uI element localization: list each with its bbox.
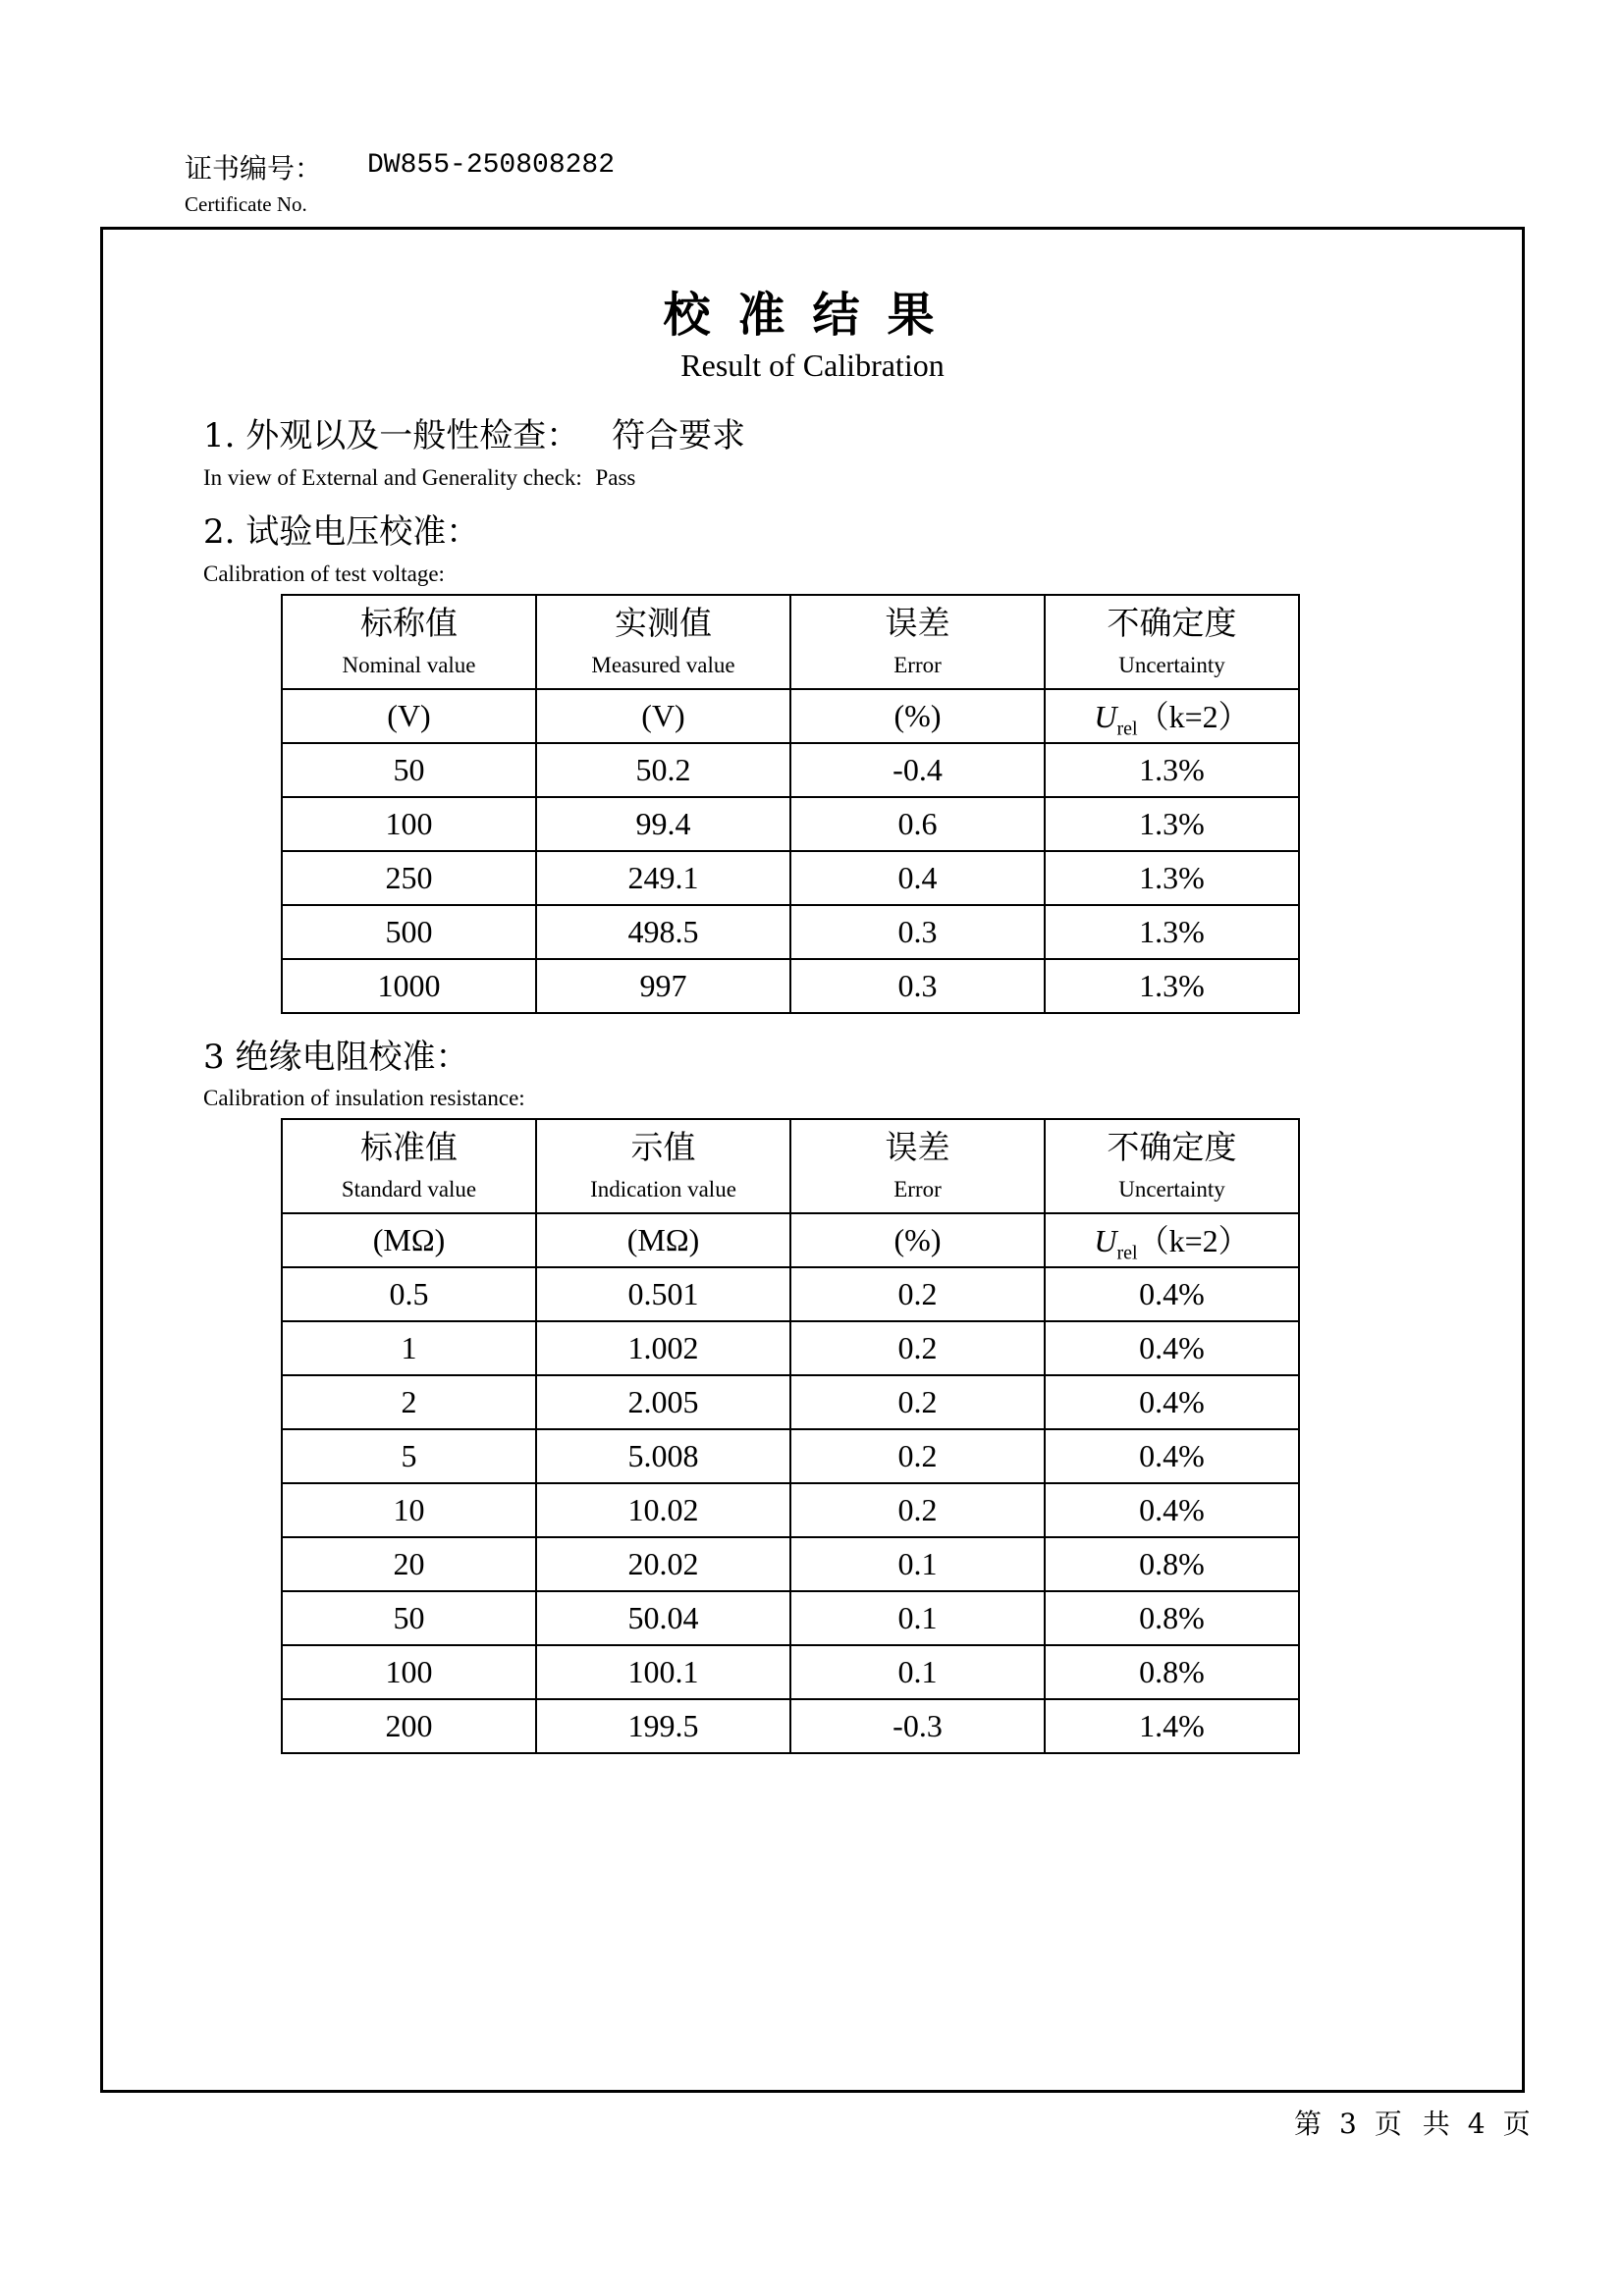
cell-indication: 100.1	[536, 1645, 790, 1699]
table-row	[282, 1483, 1299, 1537]
cell-measured: 997	[536, 959, 790, 1013]
unit-u-symbol: U	[1094, 698, 1117, 734]
col-header-cn: 实测值	[615, 604, 712, 642]
table-row	[282, 743, 1299, 797]
cell-uncertainty: 0.4%	[1045, 1375, 1299, 1429]
cell-uncertainty: 1.3%	[1045, 851, 1299, 905]
table-unit-row	[282, 689, 1299, 743]
table-row	[282, 797, 1299, 851]
col-header-en: Indication value	[590, 1177, 736, 1201]
unit-cell: (V)	[282, 689, 536, 743]
cell-measured: 50.2	[536, 743, 790, 797]
page-title-en: Result of Calibration	[680, 347, 945, 383]
col-header-error	[790, 1119, 1045, 1213]
cell-indication: 5.008	[536, 1429, 790, 1483]
page-suffix: 页	[1502, 2108, 1531, 2140]
cell-error: 0.3	[790, 959, 1045, 1013]
unit-cell-uncertainty	[1045, 1213, 1299, 1267]
cell-standard: 20	[282, 1537, 536, 1591]
col-header-en: Nominal value	[342, 653, 476, 677]
cell-indication: 0.501	[536, 1267, 790, 1321]
cell-nominal: 500	[282, 905, 536, 959]
unit-cell: (MΩ)	[536, 1213, 790, 1267]
table-row	[282, 1375, 1299, 1429]
cell-error: 0.1	[790, 1645, 1045, 1699]
unit-cell: (MΩ)	[282, 1213, 536, 1267]
cell-uncertainty: 0.4%	[1045, 1483, 1299, 1537]
cell-uncertainty: 1.3%	[1045, 797, 1299, 851]
unit-subscript: rel	[1116, 718, 1138, 740]
cell-uncertainty: 1.3%	[1045, 959, 1299, 1013]
section1-result-cn: 符合要求	[612, 416, 746, 455]
cell-uncertainty: 0.4%	[1045, 1429, 1299, 1483]
cell-error: 0.2	[790, 1483, 1045, 1537]
cell-error: -0.4	[790, 743, 1045, 797]
table-row	[282, 1429, 1299, 1483]
section1-heading-en-text: In view of External and Generality check:	[203, 465, 582, 490]
section1-heading-en	[203, 465, 635, 491]
table-row	[282, 959, 1299, 1013]
col-header-en: Standard value	[341, 1177, 477, 1201]
cell-standard: 100	[282, 1645, 536, 1699]
cell-uncertainty: 1.3%	[1045, 905, 1299, 959]
page-title-cn: 校准结果	[663, 288, 962, 343]
cell-error: -0.3	[790, 1699, 1045, 1753]
page-number	[1294, 2103, 1548, 2142]
col-header-nominal	[282, 595, 536, 689]
cell-measured: 249.1	[536, 851, 790, 905]
cell-nominal: 250	[282, 851, 536, 905]
col-header-cn: 标准值	[360, 1128, 458, 1166]
cell-error: 0.1	[790, 1591, 1045, 1645]
unit-k-factor: （k=2）	[1137, 698, 1250, 734]
table-row	[282, 905, 1299, 959]
col-header-cn: 标称值	[360, 604, 458, 642]
col-header-measured	[536, 595, 790, 689]
col-header-en: Measured value	[591, 653, 735, 677]
cell-uncertainty: 0.4%	[1045, 1321, 1299, 1375]
table-row	[282, 851, 1299, 905]
cell-measured: 498.5	[536, 905, 790, 959]
cell-nominal: 1000	[282, 959, 536, 1013]
cell-nominal: 50	[282, 743, 536, 797]
unit-cell: (%)	[790, 1213, 1045, 1267]
cell-indication: 20.02	[536, 1537, 790, 1591]
col-header-cn: 不确定度	[1107, 1128, 1237, 1166]
cell-nominal: 100	[282, 797, 536, 851]
col-header-standard	[282, 1119, 536, 1213]
cell-standard: 5	[282, 1429, 536, 1483]
table-row	[282, 1699, 1299, 1753]
unit-subscript: rel	[1116, 1242, 1138, 1264]
cell-error: 0.2	[790, 1267, 1045, 1321]
cell-measured: 99.4	[536, 797, 790, 851]
unit-k-factor: （k=2）	[1137, 1222, 1250, 1258]
cell-error: 0.3	[790, 905, 1045, 959]
cell-indication: 10.02	[536, 1483, 790, 1537]
cell-uncertainty: 1.4%	[1045, 1699, 1299, 1753]
cell-standard: 1	[282, 1321, 536, 1375]
col-header-error	[790, 595, 1045, 689]
unit-cell: (%)	[790, 689, 1045, 743]
table-header-row	[282, 1119, 1299, 1213]
section3-heading-en: Calibration of insulation resistance:	[203, 1086, 525, 1110]
cell-uncertainty: 0.8%	[1045, 1645, 1299, 1699]
col-header-uncertainty	[1045, 595, 1299, 689]
section2-heading-cn: 2. 试验电压校准：	[203, 512, 480, 552]
cell-indication: 50.04	[536, 1591, 790, 1645]
col-header-indication	[536, 1119, 790, 1213]
cell-standard: 0.5	[282, 1267, 536, 1321]
table-row	[282, 1321, 1299, 1375]
section1-result-en: Pass	[595, 465, 636, 490]
cell-indication: 199.5	[536, 1699, 790, 1753]
page-total: 4	[1467, 2108, 1486, 2140]
cell-standard: 2	[282, 1375, 536, 1429]
cell-uncertainty: 1.3%	[1045, 743, 1299, 797]
cell-error: 0.1	[790, 1537, 1045, 1591]
table-unit-row	[282, 1213, 1299, 1267]
unit-u-symbol: U	[1094, 1222, 1117, 1258]
col-header-en: Error	[893, 1177, 942, 1201]
insulation-resistance-table	[281, 1118, 1300, 1754]
unit-cell: (V)	[536, 689, 790, 743]
cell-error: 0.2	[790, 1429, 1045, 1483]
section3-heading-cn: 3 绝缘电阻校准：	[203, 1038, 469, 1077]
table-row	[282, 1645, 1299, 1699]
certificate-label-cn: 证书编号：	[185, 152, 323, 185]
col-header-cn: 误差	[885, 1128, 950, 1166]
cell-indication: 1.002	[536, 1321, 790, 1375]
cell-standard: 50	[282, 1591, 536, 1645]
cell-standard: 10	[282, 1483, 536, 1537]
section1-heading-text: 1. 外观以及一般性检查：	[203, 416, 580, 455]
section1-heading-cn	[203, 408, 745, 456]
cell-uncertainty: 0.8%	[1045, 1537, 1299, 1591]
cell-error: 0.6	[790, 797, 1045, 851]
col-header-cn: 不确定度	[1107, 604, 1237, 642]
certificate-label-en: Certificate No.	[185, 192, 307, 216]
unit-cell-uncertainty	[1045, 689, 1299, 743]
voltage-calibration-table	[281, 594, 1300, 1014]
col-header-en: Uncertainty	[1118, 1177, 1225, 1201]
cell-uncertainty: 0.8%	[1045, 1591, 1299, 1645]
page-current: 3	[1339, 2108, 1357, 2140]
table-row	[282, 1591, 1299, 1645]
page-prefix: 第	[1294, 2108, 1323, 2140]
certificate-number: DW855-250808282	[367, 150, 616, 181]
col-header-en: Uncertainty	[1118, 653, 1225, 677]
content-frame	[100, 227, 1525, 2093]
col-header-en: Error	[893, 653, 942, 677]
cell-error: 0.4	[790, 851, 1045, 905]
table-row	[282, 1537, 1299, 1591]
table-header-row	[282, 595, 1299, 689]
cell-uncertainty: 0.4%	[1045, 1267, 1299, 1321]
table-row	[282, 1267, 1299, 1321]
cell-standard: 200	[282, 1699, 536, 1753]
cell-indication: 2.005	[536, 1375, 790, 1429]
col-header-uncertainty	[1045, 1119, 1299, 1213]
cell-error: 0.2	[790, 1375, 1045, 1429]
col-header-cn: 误差	[885, 604, 950, 642]
col-header-cn: 示值	[630, 1128, 696, 1166]
section2-heading-en: Calibration of test voltage:	[203, 561, 445, 586]
cell-error: 0.2	[790, 1321, 1045, 1375]
page-mid: 页 共	[1374, 2108, 1450, 2140]
